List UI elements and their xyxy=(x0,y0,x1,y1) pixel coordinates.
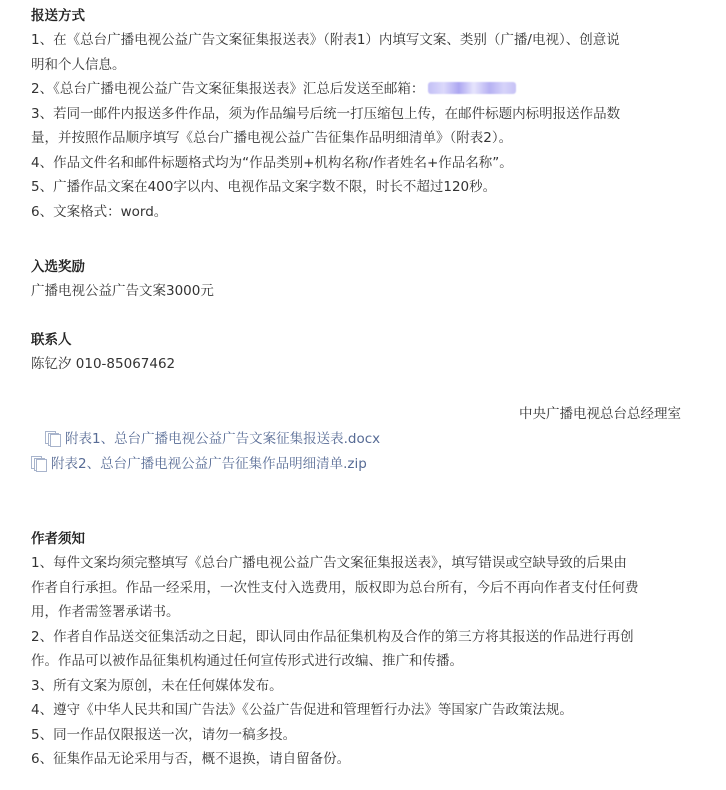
notice-heading: 作者须知 xyxy=(31,531,85,547)
award-text: 广播电视公益广告文案3000元 xyxy=(31,283,214,299)
notice-item-1-line-2: 作者自行承担。作品一经采用，一次性支付入选费用，版权即为总台所有，今后不再向作者支付任何费 xyxy=(31,579,639,596)
contact-text: 陈钇汐 010-85067462 xyxy=(31,356,176,372)
notice-item-3: 3、所有文案为原创，未在任何媒体发布。 xyxy=(31,677,283,694)
notice-item-5: 5、同一作品仅限报送一次，请勿一稿多投。 xyxy=(31,726,297,743)
submission-item-6: 6、文案格式：word。 xyxy=(31,203,168,220)
attachment-icon xyxy=(45,431,60,445)
notice-item-6: 6、征集作品无论采用与否，概不退换，请自留备份。 xyxy=(31,751,351,767)
blurred-email-address xyxy=(428,82,516,94)
notice-item-4: 4、遵守《中华人民共和国广告法》《公益广告促进和管理暂行办法》等国家广告政策法规。 xyxy=(31,702,573,718)
submission-section xyxy=(31,4,681,224)
submission-item-1-line-1: 1、在《总台广播电视公益广告文案征集报送表》（附表1）内填写文案、类别（广播/电视）、创意说 xyxy=(31,32,620,48)
submission-item-5: 5、广播作品文案在400字以内、电视作品文案字数不限，时长不超过120秒。 xyxy=(31,179,497,195)
submission-item-2-text: 2、《总台广播电视公益广告文案征集报送表》汇总后发送至邮箱： xyxy=(31,81,425,97)
signature: 中央广播电视总台总经理室 xyxy=(519,406,681,422)
award-heading: 入选奖励 xyxy=(31,259,85,275)
submission-item-4: 4、作品文件名和邮件标题格式均为“作品类别+机构名称/作者姓名+作品名称”。 xyxy=(31,154,513,171)
notice-item-1-line-3: 用，作者需签署承诺书。 xyxy=(31,604,180,620)
notice-item-2-line-1: 2、作者自作品送交征集活动之日起，即认同由作品征集机构及合作的第三方将其报送的作品进行再创 xyxy=(31,628,634,645)
attachment-link-2[interactable] xyxy=(31,452,367,476)
submission-item-1-line-2: 明和个人信息。 xyxy=(31,56,126,73)
submission-item-3-line-1: 3、若同一邮件内报送多件作品，须为作品编号后统一打压缩包上传，在邮件标题内标明报送作品数 xyxy=(31,105,621,122)
contact-heading: 联系人 xyxy=(31,332,72,348)
contact-section xyxy=(31,328,681,377)
attachment-label-2: 附表2、总台广播电视公益广告征集作品明细清单.zip xyxy=(51,456,367,472)
notice-item-1-line-1: 1、每件文案均须完整填写《总台广播电视公益广告文案征集报送表》，填写错误或空缺导致的后果由 xyxy=(31,555,627,571)
attachment-label-1: 附表1、总台广播电视公益广告文案征集报送表.docx xyxy=(65,431,381,447)
submission-item-3-line-2: 量，并按照作品顺序填写《总台广播电视公益广告征集作品明细清单》（附表2）。 xyxy=(31,130,513,146)
award-section xyxy=(31,255,681,304)
attachment-link-1[interactable] xyxy=(45,427,380,451)
notice-item-2-line-2: 作。作品可以被作品征集机构通过任何宣传形式进行改编、推广和传播。 xyxy=(31,653,463,669)
notice-section xyxy=(31,527,681,772)
submission-item-2 xyxy=(31,77,681,102)
attachment-icon xyxy=(31,456,46,470)
submission-heading: 报送方式 xyxy=(31,8,85,24)
